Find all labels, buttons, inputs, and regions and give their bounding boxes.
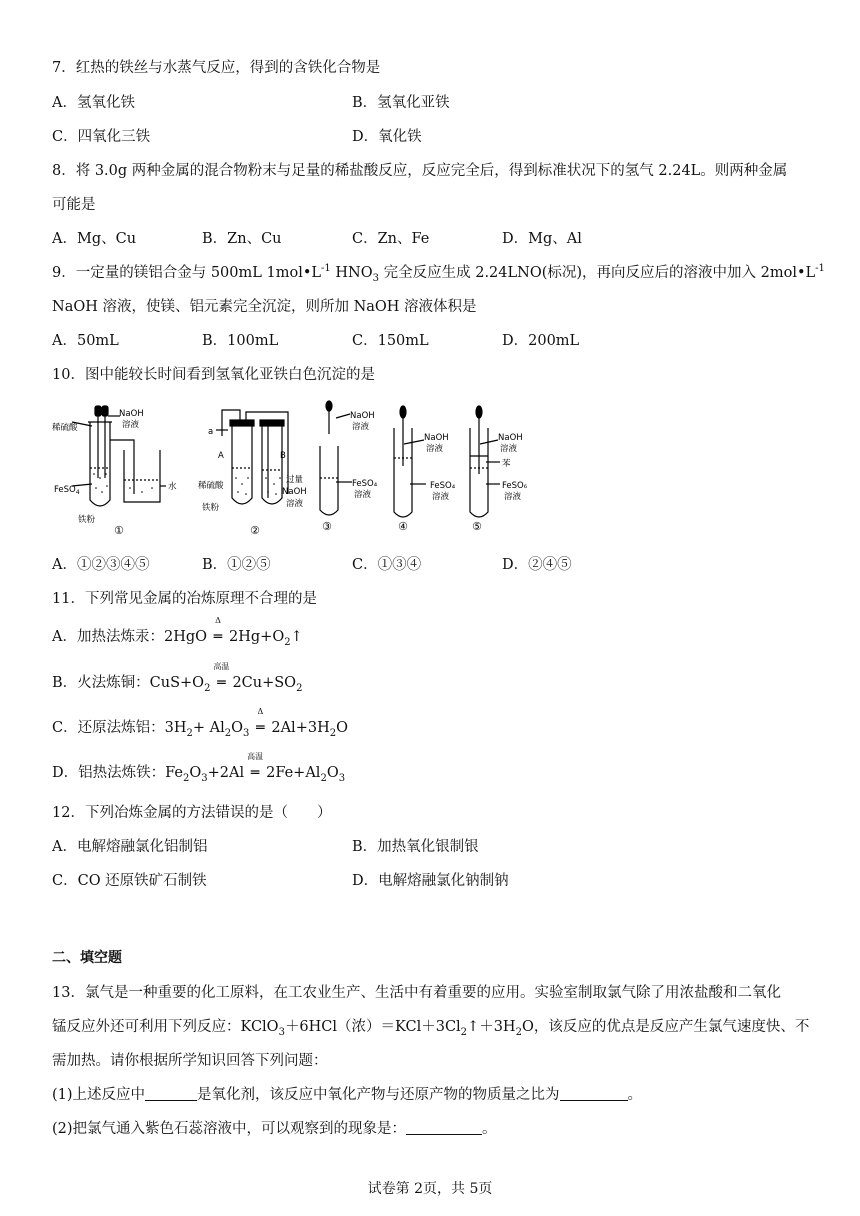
- q11-option-d: D．铝热法炼铁：$Fe_2O_3+2Al$ 高温 ═ $2Fe+Al_2O_3$: [52, 752, 346, 784]
- q7-option-a: A．氢氧化铁: [52, 95, 135, 111]
- apparatus-2: [216, 410, 288, 504]
- q9-stem-line1: 9．一定量的镁铝合金与 500mL $1mol•L^{-1}$ $HNO_3$ 完全反应生成 2.24LNO(标况)，再向反应后的溶液中加入 $2mol•L^{-1}$: [52, 263, 825, 284]
- q13-line1: 13．氯气是一种重要的化工原料，在工农业生产、生活中有着重要的应用。实验室制取氯气除了用浓盐酸和二氧化: [52, 985, 781, 1001]
- q10-apparatus-figure: [52, 398, 542, 540]
- apparatus-2-dots: [235, 477, 281, 495]
- section-heading: 二、填空题: [52, 950, 122, 966]
- q10-option-c: C．①③④: [352, 557, 422, 573]
- f1-naoh-label2: 溶液: [122, 420, 140, 430]
- q10-option-a: A．①②③④⑤: [52, 557, 150, 573]
- q13-line2: 锰反应外还可利用下列反应：KClO$_3$＋6HCl（浓）$=KCl+3Cl_2↑+3H_2O$，该反应的优点是反应产生氯气速度快、不: [52, 1019, 810, 1038]
- f1-water-label: 水: [168, 482, 177, 492]
- page-footer: 试卷第 2页，共 5页: [367, 1181, 493, 1197]
- f5-naoh-label2: 溶液: [500, 444, 518, 454]
- f1-iron-label: 铁粉: [78, 515, 96, 525]
- f5-naoh-label: NaOH: [498, 433, 523, 443]
- q8-option-a: A．Mg、Cu: [52, 231, 137, 247]
- q11-option-c: C．还原法炼铝：$3H_2+ Al_2O_3$ Δ ═ $2Al+3H_2O$: [52, 707, 348, 739]
- f2-a-label: a: [208, 427, 214, 437]
- apparatus-4: [394, 406, 426, 517]
- answer-blank-1[interactable]: [145, 1086, 197, 1101]
- q7-option-d: D．氧化铁: [352, 129, 422, 145]
- f4-feso4-label2: 溶液: [432, 492, 450, 502]
- f2-solution-label: 溶液: [286, 499, 304, 509]
- q9-option-c: C．150mL: [352, 333, 429, 349]
- q7-option-c: C．四氧化三铁: [52, 129, 151, 145]
- q9-option-b: B．100mL: [202, 333, 279, 349]
- apparatus-5: [470, 406, 500, 517]
- f4-naoh-label: NaOH: [424, 433, 449, 443]
- f5-feso4-label: FeSO₆: [502, 481, 528, 491]
- f2-excess-label: 过量: [286, 475, 304, 485]
- q13-line3: 需加热。请你根据所学知识回答下列问题：: [52, 1053, 328, 1069]
- apparatus-1: [72, 406, 166, 506]
- apparatus-1-dots: [93, 473, 153, 493]
- f1-feso4-label: FeSO$_4$: [54, 485, 80, 496]
- q9-option-d: D．200mL: [502, 333, 580, 349]
- q12-option-a: A．电解熔融氯化铝制铝: [52, 839, 208, 855]
- f2-A-label: A: [218, 451, 224, 461]
- f3-naoh-label2: 溶液: [352, 422, 370, 432]
- answer-blank-2[interactable]: [560, 1086, 628, 1101]
- q10-option-b: B．①②⑤: [202, 557, 271, 573]
- f3-feso4-label2: 溶液: [354, 490, 372, 500]
- apparatus-3: [320, 401, 352, 515]
- q9-option-a: A．50mL: [52, 333, 119, 349]
- q13-part2: (2)把氯气通入紫色石蕊溶液中，可以观察到的现象是： 。: [52, 1121, 497, 1137]
- f2-naoh-label: NaOH: [282, 487, 307, 497]
- q12-option-c: C．CO 还原铁矿石制铁: [52, 873, 207, 889]
- q12-option-d: D．电解熔融氯化钠制钠: [352, 873, 509, 889]
- f5-feso4-label2: 溶液: [504, 492, 522, 502]
- f1-number: ①: [114, 524, 124, 537]
- f3-naoh-label: NaOH: [350, 411, 375, 421]
- f3-feso4-label: FeSO₄: [352, 479, 378, 489]
- q8-stem-line2: 可能是: [52, 197, 96, 213]
- f2-number: ②: [250, 524, 260, 537]
- q9-stem-line2: NaOH 溶液，使镁、铝元素完全沉淀，则所加 NaOH 溶液体积是: [52, 299, 477, 315]
- q11-option-a: A．加热法炼汞：2HgO Δ ═ $2Hg+O_2↑$: [52, 616, 303, 648]
- q12-stem: 12．下列冶炼金属的方法错误的是（ ）: [52, 805, 332, 821]
- f4-feso4-label: FeSO₄: [430, 481, 456, 491]
- f4-number: ④: [398, 520, 408, 533]
- f2-B-label: B: [280, 451, 286, 461]
- f5-number: ⑤: [472, 520, 482, 533]
- f3-number: ③: [322, 520, 332, 533]
- answer-blank-3[interactable]: [406, 1120, 482, 1135]
- q8-option-b: B．Zn、Cu: [202, 231, 282, 247]
- q13-part1: (1)上述反应中 是氧化剂，该反应中氧化产物与还原产物的物质量之比为 。: [52, 1087, 643, 1103]
- f4-naoh-label2: 溶液: [426, 444, 444, 454]
- q7-option-b: B．氢氧化亚铁: [352, 95, 450, 111]
- q12-option-b: B．加热氧化银制银: [352, 839, 479, 855]
- q10-stem: 10．图中能较长时间看到氢氧化亚铁白色沉淀的是: [52, 367, 375, 383]
- q8-stem-line1: 8．将 3.0g 两种金属的混合物粉末与足量的稀盐酸反应，反应完全后，得到标准状况下的氢气 2.24L。则两种金属: [52, 163, 788, 179]
- q11-option-b: B．火法炼铜：$CuS+O_2$ 高温 ═ $2Cu+SO_2$: [52, 662, 303, 694]
- q10-option-d: D．②④⑤: [502, 557, 572, 573]
- q11-stem: 11．下列常见金属的冶炼原理不合理的是: [52, 591, 317, 607]
- f2-iron-label: 铁粉: [202, 503, 220, 513]
- q8-option-c: C．Zn、Fe: [352, 231, 430, 247]
- q7-stem: 7．红热的铁丝与水蒸气反应，得到的含铁化合物是: [52, 60, 381, 76]
- q8-option-d: D．Mg、Al: [502, 231, 582, 247]
- f2-acid-label: 稀硫酸: [198, 481, 224, 491]
- f1-acid-label: 稀硫酸: [52, 423, 78, 433]
- f1-naoh-label: NaOH: [119, 409, 144, 419]
- f5-benzene-label: 苯: [502, 459, 511, 469]
